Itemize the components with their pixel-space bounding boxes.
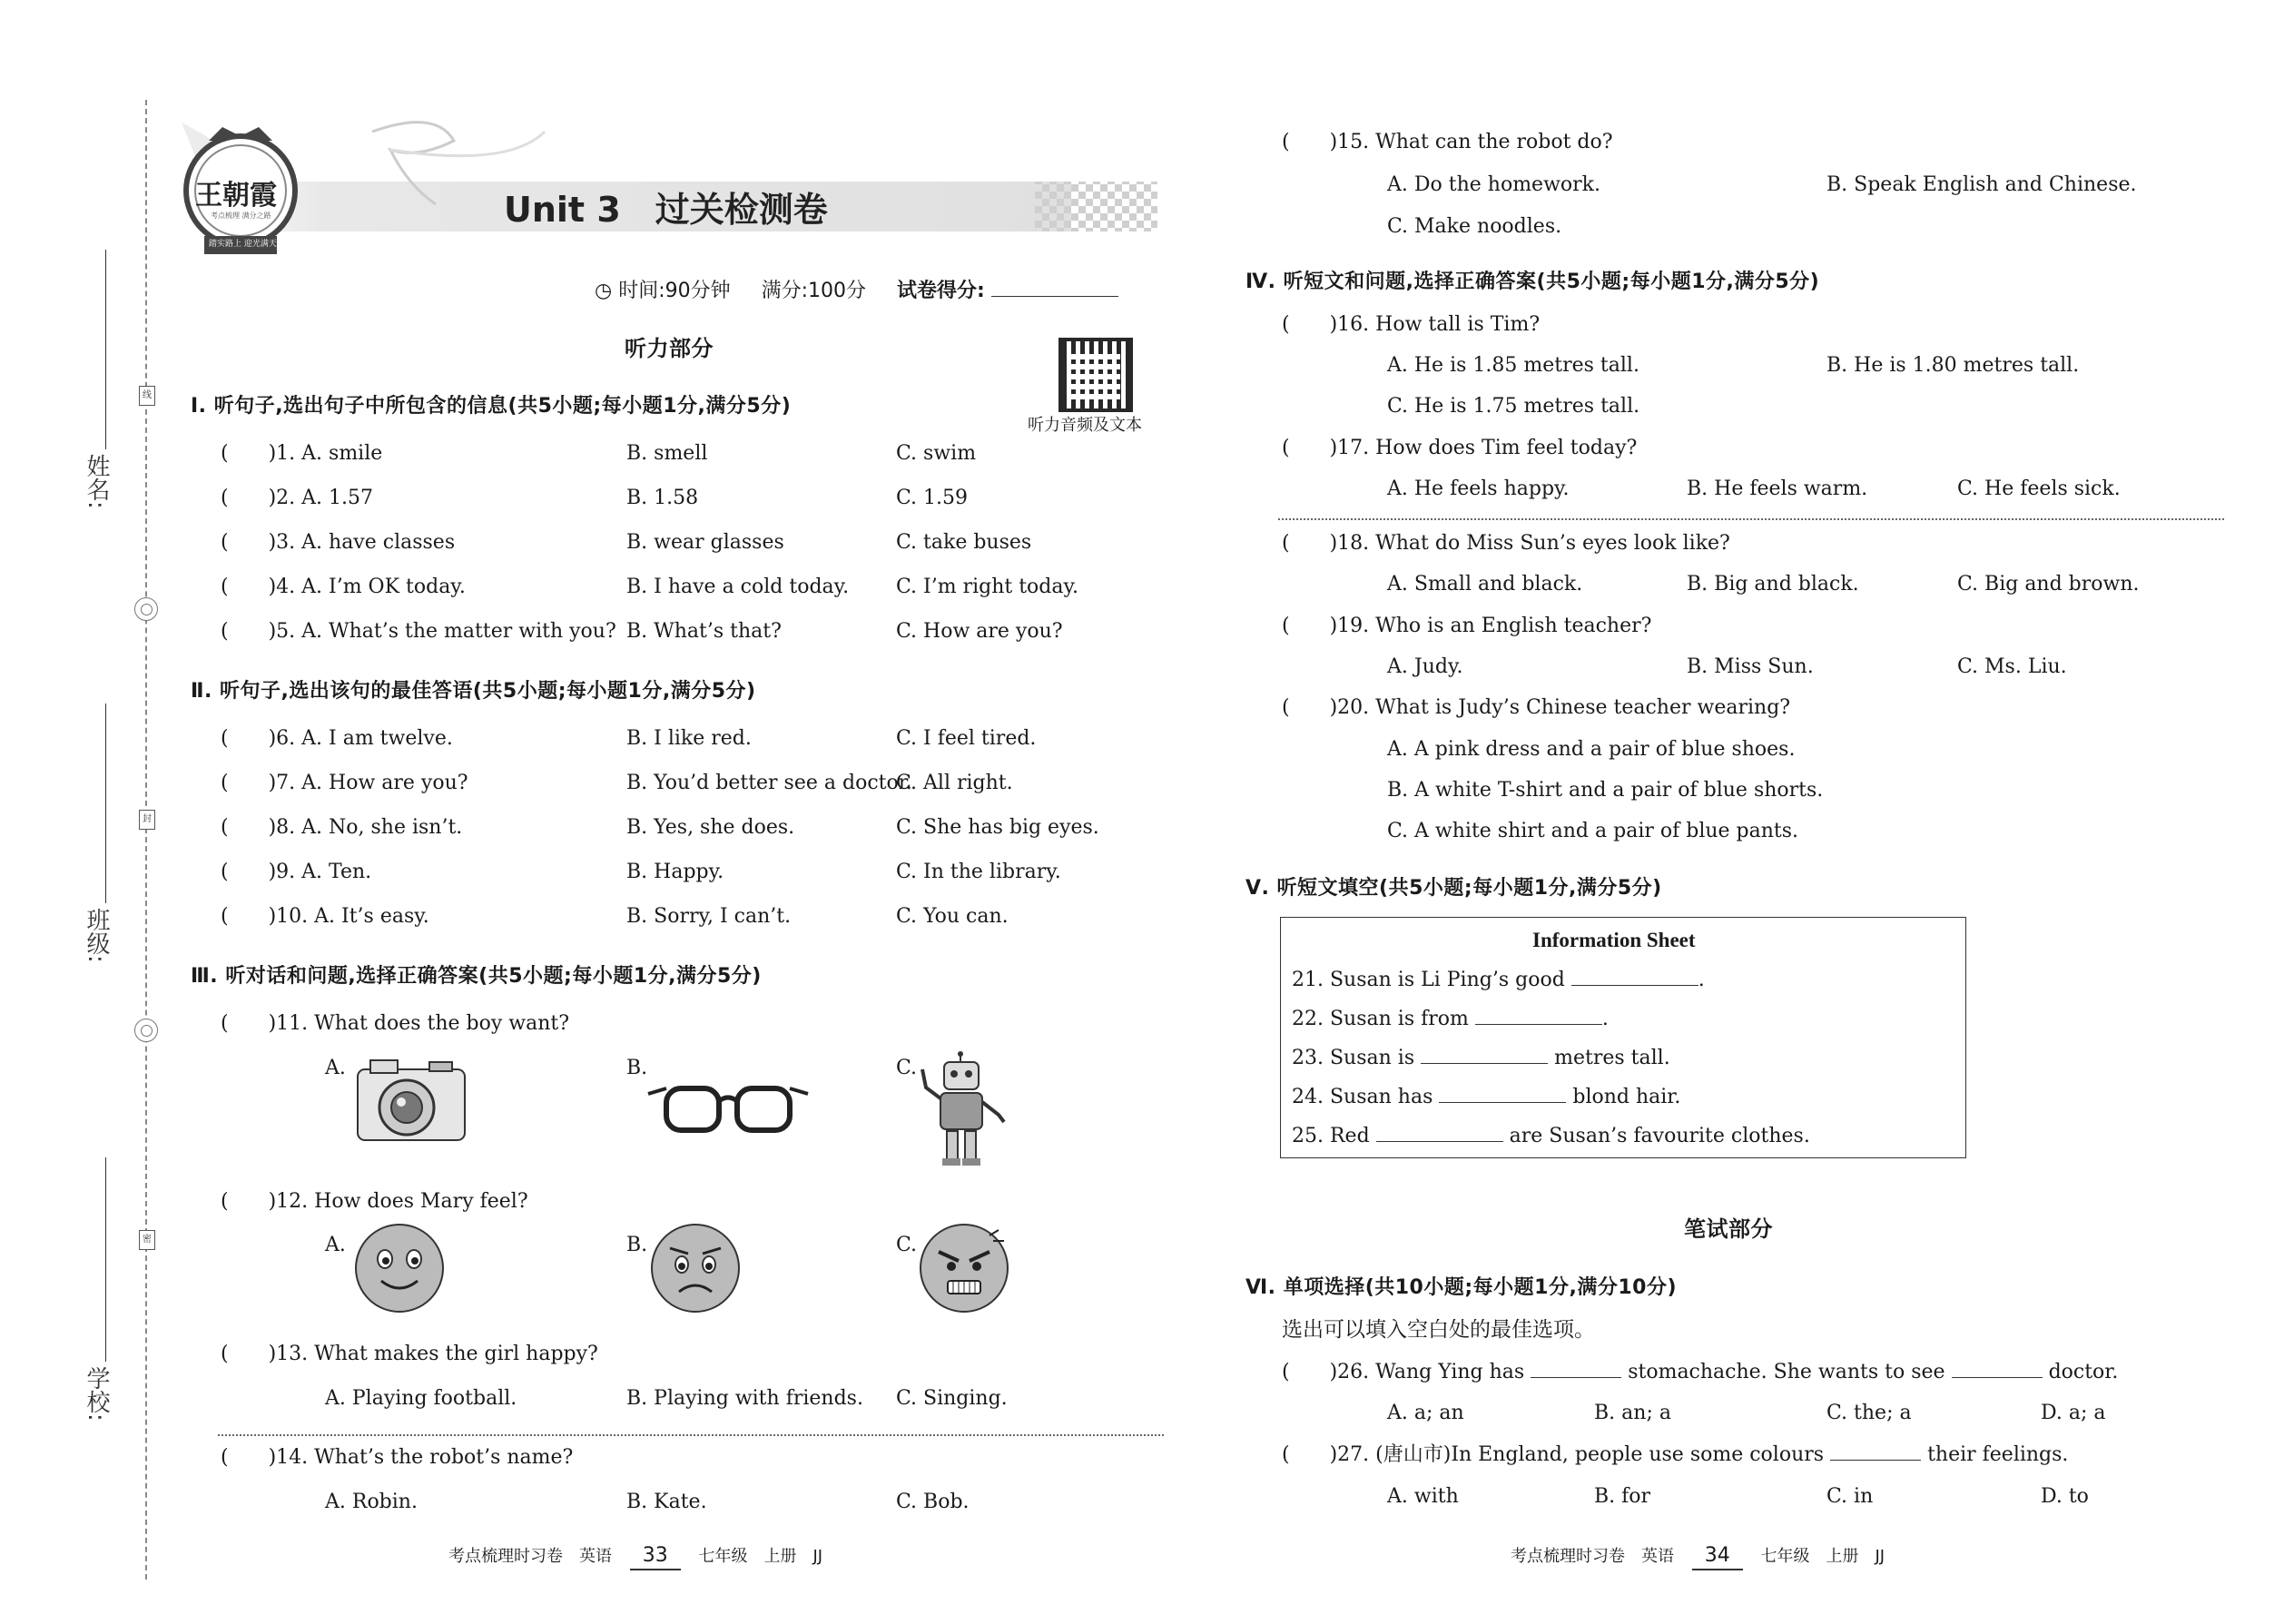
question-number[interactable]: ( )5. A. What’s the matter with you? (221, 620, 616, 643)
option-a[interactable]: A. He is 1.85 metres tall. (1387, 354, 1639, 377)
option-a[interactable]: A. A pink dress and a pair of blue shoes. (1387, 738, 1796, 761)
option-c[interactable]: C. She has big eyes. (896, 816, 1099, 839)
question-number[interactable]: ( )8. A. No, she isn’t. (221, 816, 463, 839)
question-number[interactable]: ( )2. A. 1.57 (221, 487, 374, 509)
option-a[interactable]: A. Playing football. (325, 1387, 517, 1410)
option-b[interactable]: B. (626, 1234, 648, 1256)
question-18[interactable]: ( )18. What do Miss Sun’s eyes look like? (1282, 532, 1730, 555)
information-sheet (1280, 917, 1966, 1158)
option-a[interactable]: A. a; an (1387, 1402, 1464, 1424)
option-c[interactable]: C. (896, 1057, 918, 1079)
class-label: 班级: (83, 908, 110, 963)
logo-motto: 踏实路上 迎光满天 (209, 240, 277, 249)
page-number: 34 (1692, 1543, 1743, 1570)
option-b[interactable]: B. Speak English and Chinese. (1826, 173, 2137, 196)
fill-item-suffix: blond hair. (1572, 1086, 1681, 1108)
class-field[interactable] (105, 704, 106, 903)
dotted-divider (218, 1434, 1164, 1436)
binding-hole (134, 1019, 158, 1042)
question-26-text: ( )26. Wang Ying has (1282, 1361, 1525, 1383)
question-26-text-2: stomachache. She wants to see (1628, 1361, 1945, 1383)
fill-item-text: 22. Susan is from (1292, 1008, 1469, 1030)
seal-mark-line: 线 (139, 386, 155, 406)
footer-right (1511, 1543, 1885, 1570)
section-6-instruction: 选出可以填入空白处的最佳选项。 (1282, 1318, 1595, 1342)
logo-small-text: 考点梳理 满分之路 (211, 212, 271, 220)
blank-field[interactable] (1475, 1024, 1602, 1025)
fill-item (1292, 1085, 1680, 1110)
angry-face-image[interactable] (917, 1221, 1012, 1316)
option-a[interactable]: A. with (1387, 1485, 1459, 1508)
option-b[interactable]: B. for (1594, 1485, 1651, 1508)
clock-icon: ◷ (595, 280, 613, 302)
fill-item-text: 24. Susan has (1292, 1086, 1433, 1108)
seal-mark-seal: 封 (139, 810, 155, 830)
footer-book-label: 考点梳理时习卷 英语 (1511, 1547, 1674, 1566)
option-d[interactable]: D. a; a (2041, 1402, 2106, 1424)
section-4-title: Ⅳ. 听短文和问题,选择正确答案(共5小题;每小题1分,满分5分) (1245, 271, 1820, 293)
option-c[interactable]: C. 1.59 (896, 487, 969, 509)
option-b[interactable]: B. He is 1.80 metres tall. (1826, 354, 2080, 377)
option-b[interactable]: B. Playing with friends. (626, 1387, 863, 1410)
footer-book-label: 考点梳理时习卷 英语 (448, 1547, 612, 1566)
school-label: 学校: (83, 1366, 110, 1422)
option-b[interactable]: B. You’d better see a doctor. (626, 772, 912, 794)
option-c[interactable]: C. I’m right today. (896, 576, 1078, 598)
question-number[interactable]: ( )4. A. I’m OK today. (221, 576, 466, 598)
blank-field[interactable] (1830, 1460, 1921, 1461)
option-c[interactable]: C. Big and brown. (1957, 573, 2140, 595)
sad-face-image[interactable] (648, 1221, 743, 1316)
happy-face-image[interactable] (352, 1221, 448, 1316)
question-number[interactable]: ( )1. A. smile (221, 442, 383, 465)
section-3-title: Ⅲ. 听对话和问题,选择正确答案(共5小题;每小题1分,满分5分) (191, 965, 762, 988)
option-c[interactable]: C. (896, 1234, 918, 1256)
footer-grade-label: 七年级 上册 JJ (1760, 1547, 1885, 1566)
option-c[interactable]: C. Bob. (896, 1491, 970, 1513)
option-c[interactable]: C. In the library. (896, 861, 1061, 883)
question-27-text-2: their feelings. (1927, 1443, 2069, 1466)
question-12[interactable]: ( )12. How does Mary feel? (221, 1190, 528, 1213)
question-19[interactable]: ( )19. Who is an English teacher? (1282, 615, 1652, 637)
option-c[interactable]: C. Singing. (896, 1387, 1008, 1410)
option-c[interactable]: C. take buses (896, 531, 1032, 554)
score-label: 试卷得分: (897, 280, 985, 302)
option-c[interactable]: C. He is 1.75 metres tall. (1387, 395, 1640, 418)
fill-item (1292, 1007, 1609, 1032)
information-sheet-title: Information Sheet (1532, 929, 1696, 951)
name-label: 姓名: (83, 454, 110, 509)
blank-field[interactable] (1952, 1377, 2043, 1378)
binding-line (145, 100, 147, 1580)
fill-item-suffix: . (1601, 1008, 1609, 1030)
option-b[interactable]: B. smell (626, 442, 708, 465)
option-b[interactable]: B. I have a cold today. (626, 576, 850, 598)
fill-item-suffix: are Susan’s favourite clothes. (1509, 1125, 1810, 1147)
option-b[interactable]: B. 1.58 (626, 487, 699, 509)
section-1-title: Ⅰ. 听句子,选出句子中所包含的信息(共5小题;每小题1分,满分5分) (191, 395, 792, 418)
blank-field[interactable] (1531, 1377, 1621, 1378)
question-13[interactable]: ( )13. What makes the girl happy? (221, 1343, 598, 1365)
fill-item-text: 21. Susan is Li Ping’s good (1292, 969, 1565, 991)
seal-mark-secret: 密 (139, 1230, 155, 1250)
question-16[interactable]: ( )16. How tall is Tim? (1282, 313, 1541, 336)
school-field[interactable] (105, 1157, 106, 1362)
option-b[interactable]: B. Miss Sun. (1687, 655, 1814, 678)
fill-item (1292, 1124, 1810, 1149)
question-number[interactable]: ( )9. A. Ten. (221, 861, 372, 883)
fill-item-text: 23. Susan is (1292, 1047, 1415, 1069)
option-c[interactable]: C. He feels sick. (1957, 477, 2121, 500)
written-section-title: 笔试部分 (1684, 1216, 1773, 1242)
question-15[interactable]: ( )15. What can the robot do? (1282, 131, 1613, 153)
fill-item-text: 25. Red (1292, 1125, 1370, 1147)
option-b[interactable]: B. A white T-shirt and a pair of blue shorts. (1387, 779, 1824, 802)
blank-field[interactable] (1376, 1141, 1503, 1142)
name-field[interactable] (105, 250, 106, 449)
qr-code-inner (1071, 350, 1120, 399)
option-b[interactable]: B. What’s that? (626, 620, 782, 643)
option-c[interactable]: C. I feel tired. (896, 727, 1037, 750)
question-number[interactable]: ( )6. A. I am twelve. (221, 727, 453, 750)
option-c[interactable]: C. in (1826, 1485, 1874, 1508)
question-20[interactable]: ( )20. What is Judy’s Chinese teacher wearing? (1282, 696, 1791, 719)
question-11[interactable]: ( )11. What does the boy want? (221, 1012, 570, 1035)
fill-item (1292, 1046, 1670, 1071)
option-c[interactable]: C. A white shirt and a pair of blue pants. (1387, 820, 1799, 842)
option-a[interactable]: A. (325, 1057, 346, 1079)
fill-item (1292, 968, 1705, 993)
dotted-divider (1278, 518, 2224, 520)
option-c[interactable]: C. swim (896, 442, 977, 465)
footer-left (448, 1543, 822, 1570)
option-b[interactable]: B. Sorry, I can’t. (626, 905, 792, 928)
option-c[interactable]: C. Ms. Liu. (1957, 655, 2067, 678)
question-26-text-3: doctor. (2048, 1361, 2119, 1383)
listening-section-title: 听力部分 (625, 336, 714, 361)
robot-image[interactable] (917, 1051, 1021, 1169)
option-b[interactable]: B. (626, 1057, 648, 1079)
option-b[interactable]: B. Yes, she does. (626, 816, 795, 839)
option-d[interactable]: D. to (2041, 1485, 2089, 1508)
section-2-title: Ⅱ. 听句子,选出该句的最佳答语(共5小题;每小题1分,满分5分) (191, 680, 756, 703)
logo-text: 王朝霞 (195, 180, 277, 212)
option-c[interactable]: C. the; a (1826, 1402, 1912, 1424)
option-b[interactable]: B. I like red. (626, 727, 752, 750)
question-number[interactable]: ( )7. A. How are you? (221, 772, 468, 794)
camera-image[interactable] (352, 1053, 470, 1144)
option-a[interactable]: A. Small and black. (1387, 573, 1583, 595)
option-a[interactable]: A. Judy. (1387, 655, 1463, 678)
footer-grade-label: 七年级 上册 JJ (698, 1547, 823, 1566)
option-a[interactable]: A. (325, 1234, 346, 1256)
question-26[interactable] (1282, 1360, 2118, 1385)
option-b[interactable]: B. wear glasses (626, 531, 784, 554)
option-b[interactable]: B. He feels warm. (1687, 477, 1868, 500)
question-27-text: ( )27. (唐山市)In England, people use some colours (1282, 1443, 1825, 1466)
option-c[interactable]: C. You can. (896, 905, 1009, 928)
option-a[interactable]: A. Do the homework. (1387, 173, 1600, 196)
question-14[interactable]: ( )14. What’s the robot’s name? (221, 1446, 574, 1469)
question-27[interactable] (1282, 1442, 2068, 1468)
exam-meta (595, 279, 1118, 304)
blank-field[interactable] (1421, 1063, 1548, 1064)
question-number[interactable]: ( )3. A. have classes (221, 531, 456, 554)
option-c[interactable]: C. All right. (896, 772, 1013, 794)
option-c[interactable]: C. How are you? (896, 620, 1063, 643)
page-number: 33 (630, 1543, 681, 1570)
qr-caption: 听力音频及文本 (1028, 416, 1142, 435)
blank-field[interactable] (1571, 985, 1698, 986)
full-score-label: 满分:100分 (761, 280, 867, 302)
score-field[interactable] (991, 296, 1118, 297)
glasses-image[interactable] (646, 1076, 810, 1139)
binding-hole (134, 597, 158, 621)
option-b[interactable]: B. Big and black. (1687, 573, 1859, 595)
option-a[interactable]: A. Robin. (325, 1491, 418, 1513)
question-17[interactable]: ( )17. How does Tim feel today? (1282, 437, 1638, 459)
section-5-title: Ⅴ. 听短文填空(共5小题;每小题1分,满分5分) (1245, 877, 1662, 900)
fill-item-suffix: . (1698, 969, 1705, 991)
blank-field[interactable] (1439, 1102, 1566, 1103)
section-6-title: Ⅵ. 单项选择(共10小题;每小题1分,满分10分) (1245, 1276, 1678, 1299)
option-c[interactable]: C. Make noodles. (1387, 215, 1562, 238)
time-label: 时间:90分钟 (618, 280, 731, 302)
fill-item-suffix: metres tall. (1554, 1047, 1670, 1069)
question-number[interactable]: ( )10. A. It’s easy. (221, 905, 429, 928)
option-b[interactable]: B. Happy. (626, 861, 724, 883)
page-title: Unit 3 过关检测卷 (504, 190, 828, 230)
option-b[interactable]: B. Kate. (626, 1491, 707, 1513)
option-a[interactable]: A. He feels happy. (1387, 477, 1570, 500)
option-b[interactable]: B. an; a (1594, 1402, 1671, 1424)
